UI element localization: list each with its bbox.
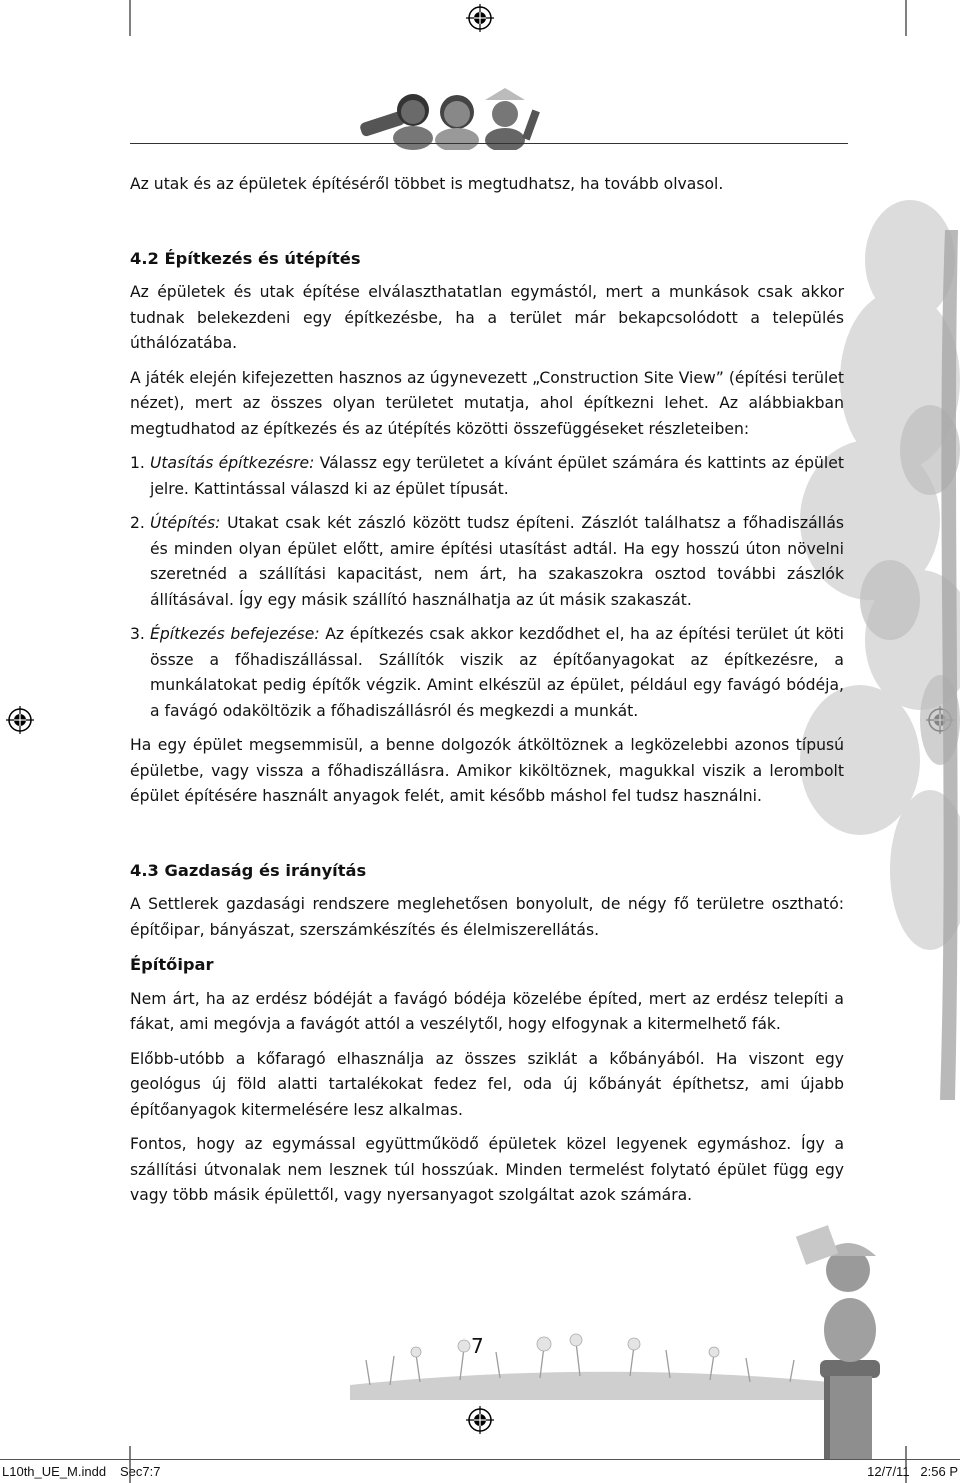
slug-date: 12/7/11 bbox=[867, 1464, 910, 1479]
intro-paragraph: Az utak és az épületek építéséről többet is megtudhatsz, ha tovább olvasol. bbox=[130, 175, 724, 193]
list-item-label: Útépítés: bbox=[150, 514, 221, 532]
paragraph: Előbb-utóbb a kőfaragó elhasználja az összes sziklát a kőbányából. Ha viszont egy geológus új föld alatti tartalékokat fedez fel, oda új kőbányát építhetsz, ami újabb építőanyagok kitermelésére lesz alkalmas. bbox=[130, 1049, 844, 1119]
slug-rule bbox=[0, 1459, 960, 1460]
list-item-label: Utasítás építkezésre: bbox=[150, 454, 315, 472]
list-item bbox=[130, 511, 844, 613]
paragraph: A Settlerek gazdasági rendszere meglehetősen bonyolult, de négy fő területre osztható: építőipar, bányászat, szerszámkészítés és élelmiszerellátás. bbox=[130, 895, 844, 939]
paragraph: A játék elején kifejezetten hasznos az úgynevezett „Construction Site View” (építési terület nézet), mert az összes olyan területet mutatja, ahol építkezni lehet. Az alábbiakban megtudhatod az építkezés és az útépítés közötti összefüggéseket részleteiben: bbox=[130, 368, 844, 438]
paragraph: Nem árt, ha az erdész bódéját a favágó bódéja közelébe építed, mert az erdész telepíti a fákat, ami megóvja a favágót attól a veszélytől, hogy elfogynak a kitermelhető fák. bbox=[130, 989, 844, 1033]
slug-time: 2:56 P bbox=[920, 1464, 958, 1479]
list-number: 2. bbox=[130, 514, 145, 532]
list-item bbox=[130, 451, 844, 502]
grass-flowers-illustration bbox=[330, 1290, 860, 1400]
list-item-text: Válassz egy területet a kívánt épület számára és kattints az épület jelre. Kattintással válaszd ki az épület típusát. bbox=[150, 454, 844, 498]
settlers-characters-icon bbox=[355, 82, 555, 150]
header-rule bbox=[130, 143, 848, 144]
paragraph: Ha egy épület megsemmisül, a benne dolgozók átköltöznek a legközelebbi azonos típusú épületbe, vagy vissza a főhadiszállásra. Amikor kiköltöznek, magukkal viszik a lerombolt épület építésére használt anyagok felét, amit később máshol fel tudsz használni. bbox=[130, 736, 844, 805]
settler-statue-illustration bbox=[790, 1190, 910, 1460]
list-number: 1. bbox=[130, 454, 145, 472]
list-item-text: Az építkezés csak akkor kezdődhet el, ha az építési terület út köti össze a főhadiszállással. Szállítók viszik az építőanyagokat az építkezésre, a munkálatokat pedig építők végzik. Amint elkészül az épület, például egy favágó bódéja, a favágó odaköltözik a főhadiszállásról és megkezdi a munkát. bbox=[150, 625, 845, 720]
page-content bbox=[130, 172, 844, 1209]
list-item-label: Építkezés befejezése: bbox=[150, 625, 320, 643]
subsection-heading: Építőipar bbox=[130, 955, 214, 974]
list-item-text: Utakat csak két zászló között tudsz építeni. Zászlót találhatsz a főhadiszállás és minden olyan épület előtt, amire építési utasítást adtál. Ha egy hosszú úton növelni szeretnéd a szállítási kapacitást, nem árt, ha szakaszokra osztod további zászlók állításával. Így egy másik szállító használhatja az út másik szakaszát. bbox=[150, 514, 844, 609]
slug-section: Sec7:7 bbox=[120, 1464, 161, 1479]
paragraph: Az épületek és utak építése elválaszthatatlan egymástól, mert a munkások csak akkor tudnak belekezdeni egy építkezésbe, ha a terület már bekapcsolódott a település úthálózatába. bbox=[130, 283, 844, 352]
section-heading: 4.3 Gazdaság és irányítás bbox=[130, 860, 367, 880]
list-number: 3. bbox=[130, 625, 145, 643]
paragraph: Fontos, hogy az egymással együttműködő épületek közel legyenek egymáshoz. Így a szállítási útvonalak nem lesznek túl hosszúak. Minden termelést folytató épület függ egy vagy több másik épülettől, vagy nyersanyagot szolgáltat azok számára. bbox=[130, 1135, 844, 1204]
page-number: 7 bbox=[471, 1334, 484, 1358]
list-item bbox=[130, 622, 844, 724]
slug-timestamp bbox=[867, 1464, 958, 1479]
section-heading: 4.2 Építkezés és útépítés bbox=[130, 248, 361, 268]
numbered-list bbox=[130, 451, 844, 724]
slug-filename: L10th_UE_M.indd bbox=[2, 1464, 107, 1479]
